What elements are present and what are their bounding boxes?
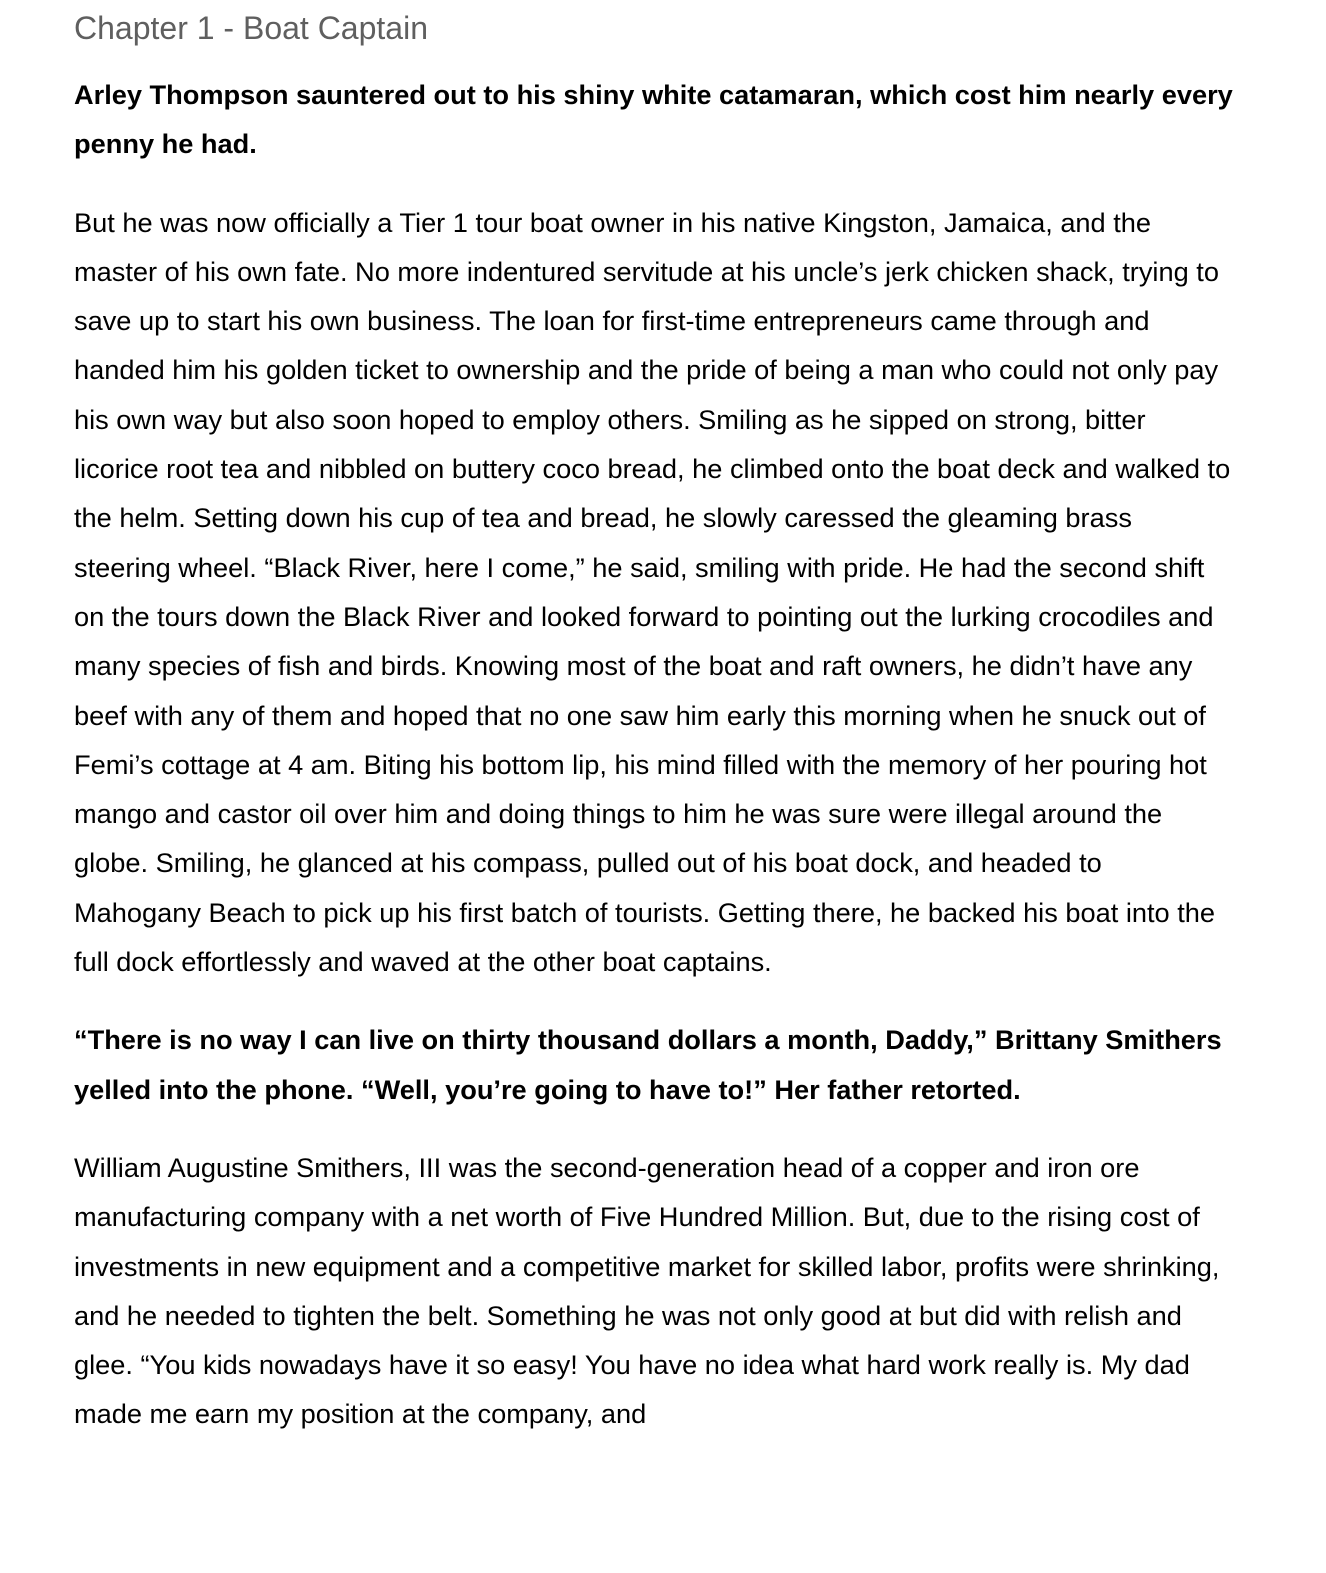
paragraph-brittany-bold: “There is no way I can live on thirty thousand dollars a month, Daddy,” Brittany Smithers yelled into the phone. “Well, you’re going to have to!” Her father retorted. — [74, 1024, 1222, 1105]
document-page — [74, 0, 1234, 1439]
paragraph-intro-bold: Arley Thompson sauntered out to his shiny white catamaran, which cost him nearly every penny he had. — [74, 79, 1233, 160]
paragraph-william-story: William Augustine Smithers, III was the second-generation head of a copper and iron ore manufacturing company with a net worth of Five Hundred Million. But, due to the rising cost of investments in new equipment and a competitive market for skilled labor, profits were shrinking, and he needed to tighten the belt. Something he was not only good at but did with relish and glee. “You kids nowadays have it so easy! You have no idea what hard work really is. My dad made me earn my position at the company, and — [74, 1151, 1220, 1430]
chapter-title: Chapter 1 - Boat Captain — [74, 10, 428, 46]
paragraph-arley-story: But he was now officially a Tier 1 tour boat owner in his native Kingston, Jamaica, and the master of his own fate. No more indentured servitude at his uncle’s jerk chicken shack, trying to save up to start his own business. The loan for first-time entrepreneurs came through and handed him his golden ticket to ownership and the pride of being a man who could not only pay his own way but also soon hoped to employ others. Smiling as he sipped on strong, bitter licorice root tea and nibbled on buttery coco bread, he climbed onto the boat deck and walked to the helm. Setting down his cup of tea and bread, he slowly caressed the gleaming brass steering wheel. “Black River, here I come,” he said, smiling with pride. He had the second shift on the tours down the Black River and looked forward to pointing out the lurking crocodiles and many species of fish and birds. Knowing most of the boat and raft owners, he didn’t have any beef with any of them and hoped that no one saw him early this morning when he snuck out of Femi’s cottage at 4 am. Biting his bottom lip, his mind filled with the memory of her pouring hot mango and castor oil over him and doing things to him he was sure were illegal around the globe. Smiling, he glanced at his compass, pulled out of his boat dock, and headed to Mahogany Beach to pick up his first batch of tourists. Getting there, he backed his boat into the full dock effortlessly and waved at the other boat captains. — [74, 206, 1231, 978]
